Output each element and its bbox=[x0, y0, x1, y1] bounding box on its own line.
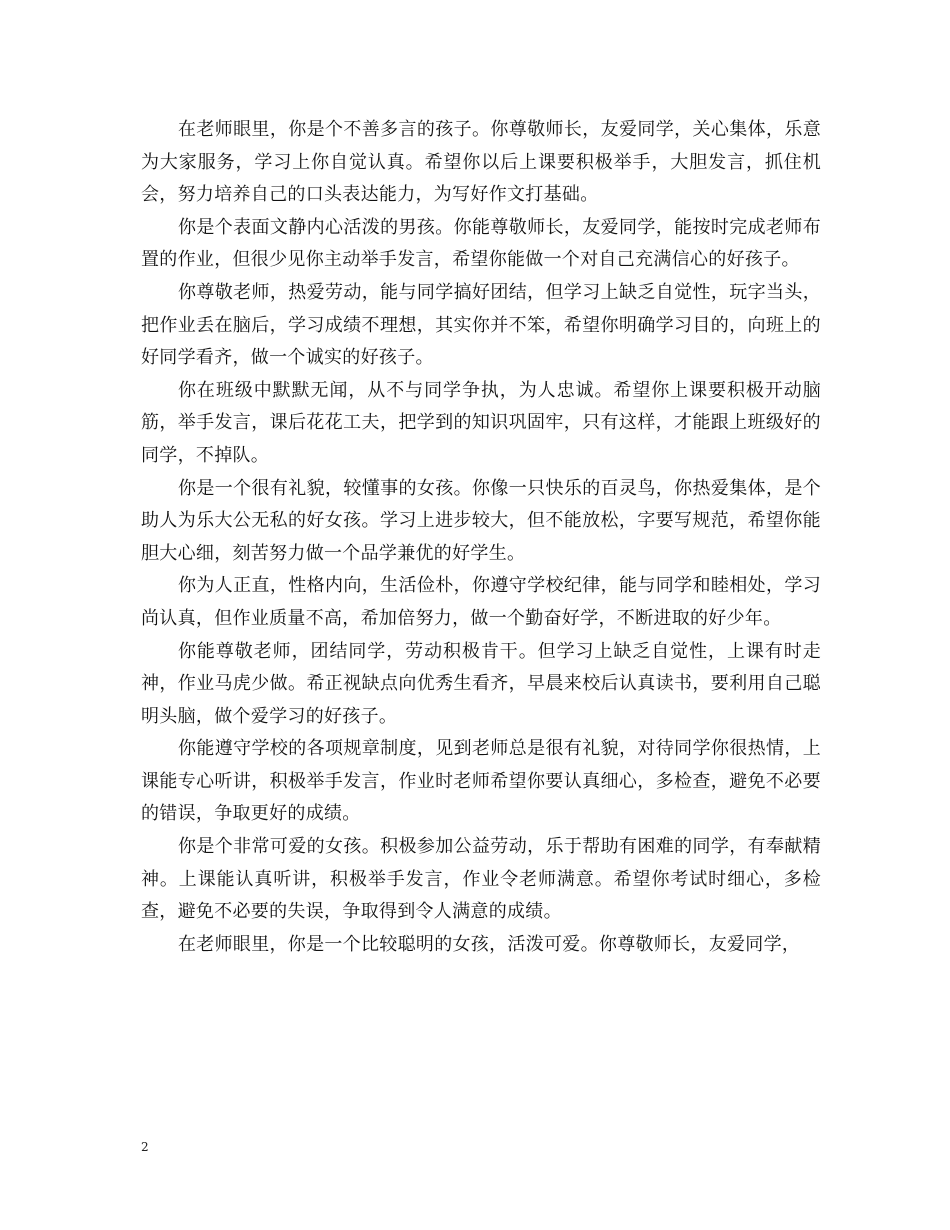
paragraph-2: 你是个表面文静内心活泼的男孩。你能尊敬师长，友爱同学，能按时完成老师布置的作业，但很少见你主动举手发言，希望你能做一个对自己充满信心的好孩子。 bbox=[141, 216, 821, 271]
body-text bbox=[141, 114, 821, 961]
paragraph-10: 在老师眼里，你是一个比较聪明的女孩，活泼可爱。你尊敬师长，友爱同学， bbox=[178, 933, 801, 955]
paragraph-9: 你是个非常可爱的女孩。积极参加公益劳动，乐于帮助有困难的同学，有奉献精神。上课能认真听讲，积极举手发言，作业令老师满意。希望你考试时细心，多检查，避免不必要的失误，争取得到令人满意的成绩。 bbox=[141, 836, 821, 923]
paragraph-7: 你能尊敬老师，团结同学，劳动积极肯干。但学习上缺乏自觉性，上课有时走神，作业马虎少做。希正视缺点向优秀生看齐，早晨来校后认真读书，要利用自己聪明头脑，做个爱学习的好孩子。 bbox=[141, 640, 821, 727]
paragraph-5: 你是一个很有礼貌，较懂事的女孩。你像一只快乐的百灵鸟，你热爱集体，是个助人为乐大公无私的好女孩。学习上进步较大，但不能放松，字要写规范，希望你能胆大心细，刻苦努力做一个品学兼优的好学生。 bbox=[141, 477, 821, 564]
paragraph-6: 你为人正直，性格内向，生活俭朴，你遵守学校纪律，能与同学和睦相处，学习尚认真，但作业质量不高，希加倍努力，做一个勤奋好学，不断进取的好少年。 bbox=[141, 575, 821, 629]
page-number: 2 bbox=[141, 1140, 149, 1154]
paragraph-8: 你能遵守学校的各项规章制度，见到老师总是很有礼貌，对待同学你很热情，上课能专心听讲，积极举手发言，作业时老师希望你要认真细心，多检查，避免不必要的错误，争取更好的成绩。 bbox=[141, 738, 821, 825]
paragraph-4: 你在班级中默默无闻，从不与同学争执，为人忠诚。希望你上课要积极开动脑筋，举手发言，课后花花工夫，把学到的知识巩固牢，只有这样，才能跟上班级好的同学，不掉队。 bbox=[141, 379, 821, 466]
paragraph-3: 你尊敬老师，热爱劳动，能与同学搞好团结，但学习上缺乏自觉性，玩字当头，把作业丢在脑后，学习成绩不理想，其实你并不笨，希望你明确学习目的，向班上的好同学看齐，做一个诚实的好孩子。 bbox=[141, 281, 821, 369]
paragraph-1: 在老师眼里，你是个不善多言的孩子。你尊敬师长，友爱同学，关心集体，乐意为大家服务，学习上你自觉认真。希望你以后上课要积极举手，大胆发言，抓住机会，努力培养自己的口头表达能力，为写好作文打基础。 bbox=[141, 119, 821, 206]
